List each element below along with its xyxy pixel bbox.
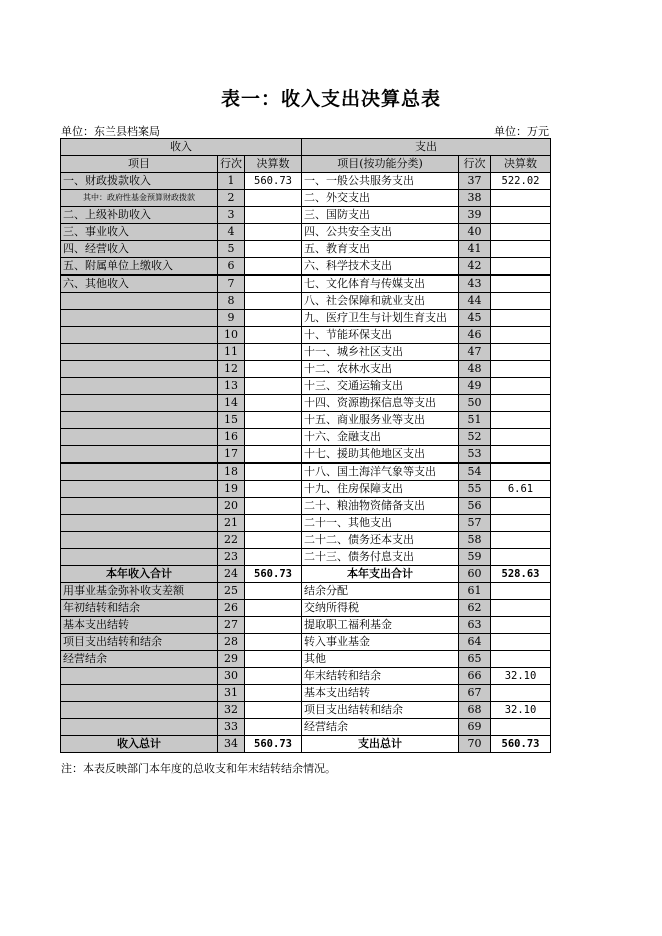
expense-row-number: 55 xyxy=(459,481,491,498)
income-row-number: 22 xyxy=(218,532,245,549)
table-row xyxy=(61,498,551,515)
expense-amount xyxy=(491,395,551,412)
expense-amount xyxy=(491,429,551,446)
expense-item: 二、外交支出 xyxy=(302,190,459,207)
expense-item: 十三、交通运输支出 xyxy=(302,378,459,395)
income-item: 六、其他收入 xyxy=(61,275,218,293)
expense-amount xyxy=(491,378,551,395)
col-amount2-header: 决算数 xyxy=(491,156,551,173)
expense-item: 年末结转和结余 xyxy=(302,668,459,685)
income-row-number: 5 xyxy=(218,241,245,258)
income-row-number: 31 xyxy=(218,685,245,702)
income-item xyxy=(61,668,218,685)
income-row-number: 23 xyxy=(218,549,245,566)
income-item xyxy=(61,685,218,702)
expense-amount xyxy=(491,344,551,361)
table-row xyxy=(61,361,551,378)
expense-amount xyxy=(491,498,551,515)
income-row-number: 14 xyxy=(218,395,245,412)
income-row-number: 11 xyxy=(218,344,245,361)
table-row xyxy=(61,241,551,258)
income-amount xyxy=(245,463,302,481)
income-row-number: 4 xyxy=(218,224,245,241)
expense-item: 交纳所得税 xyxy=(302,600,459,617)
expense-row-number: 50 xyxy=(459,395,491,412)
income-amount xyxy=(245,224,302,241)
expense-row-number: 41 xyxy=(459,241,491,258)
income-item xyxy=(61,498,218,515)
income-item: 收入总计 xyxy=(61,736,218,753)
income-amount xyxy=(245,275,302,293)
table-row xyxy=(61,395,551,412)
income-item xyxy=(61,327,218,344)
table-row xyxy=(61,310,551,327)
table-row xyxy=(61,344,551,361)
expense-amount xyxy=(491,583,551,600)
income-item: 一、财政拨款收入 xyxy=(61,173,218,190)
income-amount xyxy=(245,651,302,668)
income-amount xyxy=(245,685,302,702)
expense-item: 十九、住房保障支出 xyxy=(302,481,459,498)
table-row xyxy=(61,173,551,190)
expense-row-number: 67 xyxy=(459,685,491,702)
income-row-number: 17 xyxy=(218,446,245,464)
income-amount xyxy=(245,258,302,276)
income-row-number: 1 xyxy=(218,173,245,190)
income-item xyxy=(61,310,218,327)
income-row-number: 24 xyxy=(218,566,245,583)
expense-row-number: 70 xyxy=(459,736,491,753)
income-amount xyxy=(245,617,302,634)
table-row xyxy=(61,412,551,429)
table-row xyxy=(61,327,551,344)
expense-item: 十二、农林水支出 xyxy=(302,361,459,378)
income-item xyxy=(61,378,218,395)
income-item: 四、经营收入 xyxy=(61,241,218,258)
income-row-number: 18 xyxy=(218,463,245,481)
expense-item: 十一、城乡社区支出 xyxy=(302,344,459,361)
table-row xyxy=(61,207,551,224)
table-row xyxy=(61,566,551,583)
expense-item: 十七、援助其他地区支出 xyxy=(302,446,459,464)
income-item: 三、事业收入 xyxy=(61,224,218,241)
income-item: 项目支出结转和结余 xyxy=(61,634,218,651)
income-item xyxy=(61,532,218,549)
expense-row-number: 57 xyxy=(459,515,491,532)
expense-item: 经营结余 xyxy=(302,719,459,736)
income-row-number: 25 xyxy=(218,583,245,600)
table-row xyxy=(61,702,551,719)
table-row xyxy=(61,600,551,617)
income-amount xyxy=(245,429,302,446)
income-item xyxy=(61,702,218,719)
expense-amount xyxy=(491,293,551,310)
expense-amount xyxy=(491,446,551,464)
income-item: 用事业基金弥补收支差额 xyxy=(61,583,218,600)
table-row xyxy=(61,258,551,276)
expense-item: 二十一、其他支出 xyxy=(302,515,459,532)
expense-item: 结余分配 xyxy=(302,583,459,600)
income-item: 二、上级补助收入 xyxy=(61,207,218,224)
expense-item: 提取职工福利基金 xyxy=(302,617,459,634)
income-amount xyxy=(245,702,302,719)
income-item xyxy=(61,412,218,429)
expense-row-number: 60 xyxy=(459,566,491,583)
expense-item: 八、社会保障和就业支出 xyxy=(302,293,459,310)
expense-item: 转入事业基金 xyxy=(302,634,459,651)
table-row xyxy=(61,549,551,566)
expense-row-number: 69 xyxy=(459,719,491,736)
col-rowno2-header: 行次 xyxy=(459,156,491,173)
income-row-number: 26 xyxy=(218,600,245,617)
expense-row-number: 37 xyxy=(459,173,491,190)
table-row xyxy=(61,463,551,481)
expense-item: 十五、商业服务业等支出 xyxy=(302,412,459,429)
expense-amount xyxy=(491,190,551,207)
income-amount xyxy=(245,361,302,378)
expense-amount xyxy=(491,634,551,651)
income-amount xyxy=(245,293,302,310)
expense-amount xyxy=(491,361,551,378)
expense-item: 二十、粮油物资储备支出 xyxy=(302,498,459,515)
income-row-number: 33 xyxy=(218,719,245,736)
header-row-1 xyxy=(61,139,551,156)
table-row xyxy=(61,446,551,464)
table-row xyxy=(61,634,551,651)
income-amount xyxy=(245,378,302,395)
income-row-number: 10 xyxy=(218,327,245,344)
income-row-number: 27 xyxy=(218,617,245,634)
income-row-number: 28 xyxy=(218,634,245,651)
income-row-number: 12 xyxy=(218,361,245,378)
expense-amount xyxy=(491,463,551,481)
expense-item: 其他 xyxy=(302,651,459,668)
income-row-number: 6 xyxy=(218,258,245,276)
income-amount xyxy=(245,668,302,685)
expense-item: 项目支出结转和结余 xyxy=(302,702,459,719)
expense-row-number: 62 xyxy=(459,600,491,617)
income-amount xyxy=(245,412,302,429)
expense-item: 四、公共安全支出 xyxy=(302,224,459,241)
income-amount: 560.73 xyxy=(245,173,302,190)
expense-amount: 32.10 xyxy=(491,668,551,685)
income-amount xyxy=(245,190,302,207)
income-item xyxy=(61,481,218,498)
income-amount xyxy=(245,634,302,651)
expense-row-number: 66 xyxy=(459,668,491,685)
income-item: 本年收入合计 xyxy=(61,566,218,583)
income-amount xyxy=(245,446,302,464)
expense-item: 二十二、债务还本支出 xyxy=(302,532,459,549)
expense-amount xyxy=(491,258,551,276)
income-amount xyxy=(245,344,302,361)
table-row xyxy=(61,583,551,600)
expense-amount xyxy=(491,241,551,258)
expense-amount xyxy=(491,224,551,241)
income-amount xyxy=(245,532,302,549)
expense-amount: 6.61 xyxy=(491,481,551,498)
income-row-number: 13 xyxy=(218,378,245,395)
col-item-header: 项目 xyxy=(61,156,218,173)
income-row-number: 30 xyxy=(218,668,245,685)
expense-item: 九、医疗卫生与计划生育支出 xyxy=(302,310,459,327)
expense-row-number: 64 xyxy=(459,634,491,651)
col-rowno-header: 行次 xyxy=(218,156,245,173)
income-amount xyxy=(245,327,302,344)
expense-amount: 528.63 xyxy=(491,566,551,583)
expense-row-number: 59 xyxy=(459,549,491,566)
table-row xyxy=(61,719,551,736)
income-item xyxy=(61,719,218,736)
expense-row-number: 65 xyxy=(459,651,491,668)
income-item xyxy=(61,549,218,566)
income-amount xyxy=(245,600,302,617)
expense-amount xyxy=(491,719,551,736)
expense-amount xyxy=(491,207,551,224)
table-row xyxy=(61,275,551,293)
expense-item: 支出总计 xyxy=(302,736,459,753)
expense-amount xyxy=(491,600,551,617)
expense-amount xyxy=(491,685,551,702)
expense-amount xyxy=(491,310,551,327)
income-amount xyxy=(245,515,302,532)
header-row-2 xyxy=(61,156,551,173)
expense-item: 五、教育支出 xyxy=(302,241,459,258)
expense-row-number: 40 xyxy=(459,224,491,241)
unit-right: 单位：万元 xyxy=(494,125,549,138)
income-row-number: 2 xyxy=(218,190,245,207)
expense-amount xyxy=(491,515,551,532)
expense-row-number: 54 xyxy=(459,463,491,481)
income-amount xyxy=(245,395,302,412)
col-amount-header: 决算数 xyxy=(245,156,302,173)
income-item: 其中：政府性基金预算财政拨款 xyxy=(61,190,218,207)
expense-item: 十八、国土海洋气象等支出 xyxy=(302,463,459,481)
table-row xyxy=(61,668,551,685)
expense-item: 六、科学技术支出 xyxy=(302,258,459,276)
expense-item: 七、文化体育与传媒支出 xyxy=(302,275,459,293)
expense-row-number: 47 xyxy=(459,344,491,361)
income-row-number: 7 xyxy=(218,275,245,293)
income-item xyxy=(61,463,218,481)
expense-amount xyxy=(491,327,551,344)
income-item xyxy=(61,515,218,532)
income-amount: 560.73 xyxy=(245,566,302,583)
table-row xyxy=(61,685,551,702)
income-amount xyxy=(245,583,302,600)
income-item: 年初结转和结余 xyxy=(61,600,218,617)
income-amount xyxy=(245,207,302,224)
expense-amount xyxy=(491,275,551,293)
table-row xyxy=(61,190,551,207)
income-item xyxy=(61,344,218,361)
expense-amount: 560.73 xyxy=(491,736,551,753)
expense-row-number: 45 xyxy=(459,310,491,327)
income-amount xyxy=(245,498,302,515)
income-item: 经营结余 xyxy=(61,651,218,668)
col-item-func-header: 项目(按功能分类) xyxy=(302,156,459,173)
income-row-number: 9 xyxy=(218,310,245,327)
expense-row-number: 61 xyxy=(459,583,491,600)
income-amount xyxy=(245,310,302,327)
income-amount xyxy=(245,481,302,498)
footnote: 注：本表反映部门本年度的总收支和年末结转结余情况。 xyxy=(61,762,336,775)
expense-amount: 522.02 xyxy=(491,173,551,190)
expense-row-number: 51 xyxy=(459,412,491,429)
table-row xyxy=(61,617,551,634)
income-amount: 560.73 xyxy=(245,736,302,753)
expense-row-number: 39 xyxy=(459,207,491,224)
table-row xyxy=(61,293,551,310)
income-row-number: 19 xyxy=(218,481,245,498)
table-row xyxy=(61,651,551,668)
expense-row-number: 56 xyxy=(459,498,491,515)
expense-row-number: 42 xyxy=(459,258,491,276)
income-row-number: 16 xyxy=(218,429,245,446)
table-row xyxy=(61,532,551,549)
income-row-number: 29 xyxy=(218,651,245,668)
expense-row-number: 38 xyxy=(459,190,491,207)
income-item: 基本支出结转 xyxy=(61,617,218,634)
expense-amount xyxy=(491,549,551,566)
table-row xyxy=(61,429,551,446)
table-row xyxy=(61,736,551,753)
income-item xyxy=(61,395,218,412)
expense-row-number: 68 xyxy=(459,702,491,719)
table-row xyxy=(61,515,551,532)
income-amount xyxy=(245,719,302,736)
expense-amount xyxy=(491,532,551,549)
expense-row-number: 52 xyxy=(459,429,491,446)
expense-item: 二十三、债务付息支出 xyxy=(302,549,459,566)
income-item xyxy=(61,446,218,464)
page-title: 表一：收入支出决算总表 xyxy=(220,88,441,110)
income-item xyxy=(61,429,218,446)
expense-amount xyxy=(491,651,551,668)
expense-row-number: 49 xyxy=(459,378,491,395)
expense-row-number: 53 xyxy=(459,446,491,464)
expense-row-number: 48 xyxy=(459,361,491,378)
income-amount xyxy=(245,241,302,258)
expense-amount xyxy=(491,412,551,429)
expense-row-number: 44 xyxy=(459,293,491,310)
expense-item: 十六、金融支出 xyxy=(302,429,459,446)
expense-item: 十、节能环保支出 xyxy=(302,327,459,344)
table-row xyxy=(61,378,551,395)
income-row-number: 3 xyxy=(218,207,245,224)
expense-item: 一、一般公共服务支出 xyxy=(302,173,459,190)
income-header: 收入 xyxy=(61,139,302,156)
table-row xyxy=(61,224,551,241)
budget-table xyxy=(60,138,551,753)
expense-item: 本年支出合计 xyxy=(302,566,459,583)
unit-left: 单位：东兰县档案局 xyxy=(61,125,160,138)
expense-row-number: 46 xyxy=(459,327,491,344)
table-row xyxy=(61,481,551,498)
income-row-number: 20 xyxy=(218,498,245,515)
income-item xyxy=(61,293,218,310)
income-row-number: 34 xyxy=(218,736,245,753)
income-row-number: 8 xyxy=(218,293,245,310)
income-row-number: 15 xyxy=(218,412,245,429)
income-row-number: 32 xyxy=(218,702,245,719)
income-item: 五、附属单位上缴收入 xyxy=(61,258,218,276)
expense-row-number: 63 xyxy=(459,617,491,634)
expense-amount: 32.10 xyxy=(491,702,551,719)
expense-row-number: 58 xyxy=(459,532,491,549)
expense-item: 基本支出结转 xyxy=(302,685,459,702)
income-item xyxy=(61,361,218,378)
income-row-number: 21 xyxy=(218,515,245,532)
expense-amount xyxy=(491,617,551,634)
expense-item: 三、国防支出 xyxy=(302,207,459,224)
expense-header: 支出 xyxy=(302,139,551,156)
income-amount xyxy=(245,549,302,566)
expense-row-number: 43 xyxy=(459,275,491,293)
expense-item: 十四、资源勘探信息等支出 xyxy=(302,395,459,412)
